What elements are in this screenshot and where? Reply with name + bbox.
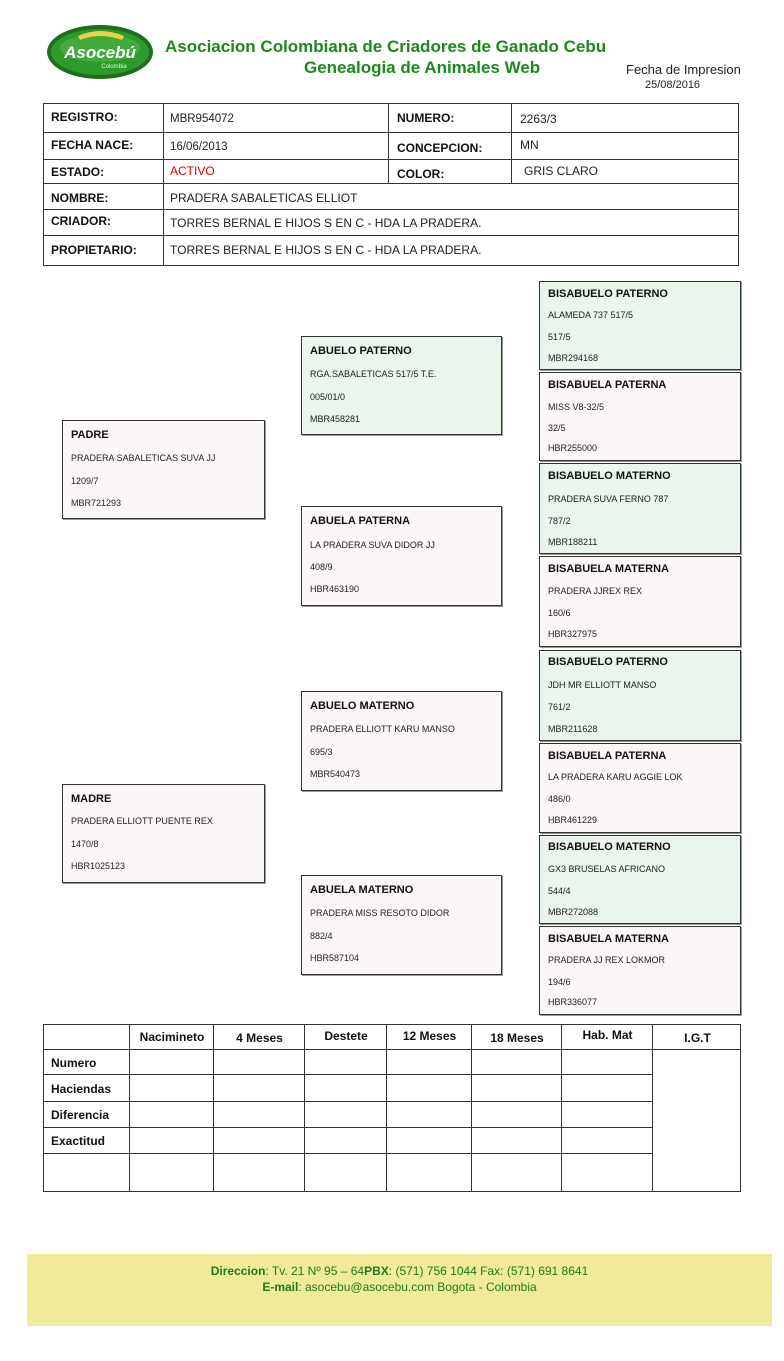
bis8-number: 194/6 bbox=[548, 977, 571, 987]
pbx-label: PBX bbox=[364, 1264, 389, 1278]
fecha-nace-value: 16/06/2013 bbox=[170, 141, 228, 153]
abuela-paterna-title: ABUELA PATERNA bbox=[310, 515, 411, 527]
pedigree-abuela-paterna bbox=[301, 506, 502, 606]
abuelo-materno-title: ABUELO MATERNO bbox=[310, 700, 415, 712]
propietario-label: PROPIETARIO: bbox=[51, 243, 137, 257]
grid-lines bbox=[43, 1024, 741, 1192]
asocebu-logo bbox=[46, 24, 154, 80]
abuela-paterna-name: LA PRADERA SUVA DIDOR JJ bbox=[310, 540, 435, 550]
bis2-title: BISABUELA PATERNA bbox=[548, 379, 667, 391]
address-label: Direccion bbox=[210, 1264, 266, 1278]
col-header-hab-mat: Hab. Mat bbox=[582, 1028, 633, 1042]
bis2-reg: HBR255000 bbox=[548, 443, 598, 453]
abuela-materna-reg: HBR587104 bbox=[310, 953, 360, 963]
bis5-name: JDH MR ELLIOTT MANSO bbox=[548, 680, 657, 690]
pedigree-bisabuelo-7 bbox=[539, 835, 741, 924]
logo-subtext: Colombia bbox=[101, 64, 127, 70]
col-header-4-meses: 4 Meses bbox=[236, 1031, 283, 1045]
bis7-title: BISABUELO MATERNO bbox=[548, 841, 671, 853]
bis6-reg: HBR461229 bbox=[548, 815, 598, 825]
numero-value: 2263/3 bbox=[520, 112, 557, 126]
bis7-number: 544/4 bbox=[548, 886, 571, 896]
page-title: Asociacion Colombiana de Criadores de Ganado Cebu bbox=[165, 37, 607, 56]
madre-title: MADRE bbox=[71, 793, 112, 805]
pedigree-bisabuelo-3 bbox=[539, 463, 741, 554]
padre-reg: MBR721293 bbox=[71, 498, 122, 508]
bis3-name: PRADERA SUVA FERNO 787 bbox=[548, 494, 669, 504]
criador-value: TORRES BERNAL E HIJOS S EN C - HDA LA PRADERA. bbox=[170, 216, 482, 230]
print-date: 25/08/2016 bbox=[645, 79, 701, 91]
email-label: E-mail bbox=[262, 1280, 299, 1294]
abuela-paterna-number: 408/9 bbox=[310, 562, 333, 572]
print-date-label: Fecha de Impresion bbox=[626, 62, 741, 77]
bis1-number: 517/5 bbox=[548, 332, 571, 342]
col-header-18-meses: 18 Meses bbox=[490, 1031, 544, 1045]
abuelo-materno-reg: MBR540473 bbox=[310, 769, 361, 779]
registro-value: MBR954072 bbox=[170, 113, 234, 125]
abuela-materna-name: PRADERA MISS RESOTO DIDOR bbox=[310, 908, 450, 918]
pedigree-bisabuela-6 bbox=[539, 743, 741, 833]
bis8-name: PRADERA JJ REX LOKMOR bbox=[548, 955, 666, 965]
bis5-reg: MBR211628 bbox=[548, 724, 598, 734]
col-header-12-meses: 12 Meses bbox=[402, 1029, 457, 1043]
madre-reg: HBR1025123 bbox=[71, 861, 126, 871]
bis3-number: 787/2 bbox=[548, 516, 571, 526]
bis7-reg: MBR272088 bbox=[548, 907, 599, 917]
madre-number: 1470/8 bbox=[71, 839, 99, 849]
padre-number: 1209/7 bbox=[71, 476, 99, 486]
color-value: GRIS CLARO bbox=[524, 164, 599, 178]
bis6-title: BISABUELA PATERNA bbox=[548, 750, 667, 762]
pedigree-abuela-materna bbox=[301, 875, 502, 975]
pedigree-bisabuela-4 bbox=[539, 556, 741, 647]
bis1-title: BISABUELO PATERNO bbox=[548, 288, 668, 300]
page-subtitle: Genealogia de Animales Web bbox=[304, 58, 541, 77]
row-label-numero: Numero bbox=[51, 1056, 97, 1070]
bis5-title: BISABUELO PATERNO bbox=[548, 656, 668, 668]
numero-label: NUMERO: bbox=[397, 111, 455, 125]
bis2-number: 32/5 bbox=[548, 423, 566, 433]
abuelo-materno-number: 695/3 bbox=[310, 747, 333, 757]
estado-label: ESTADO: bbox=[51, 165, 105, 179]
abuela-paterna-reg: HBR463190 bbox=[310, 584, 360, 594]
pbx-value: : (571) 756 1044 Fax: (571) 691 8641 bbox=[388, 1264, 589, 1278]
nombre-value: PRADERA SABALETICAS ELLIOT bbox=[170, 191, 358, 205]
estado-value: ACTIVO bbox=[170, 164, 215, 178]
bis3-title: BISABUELO MATERNO bbox=[548, 470, 671, 482]
pedigree-abuelo-materno bbox=[301, 691, 502, 791]
bis6-number: 486/0 bbox=[548, 794, 571, 804]
bis3-reg: MBR188211 bbox=[548, 537, 598, 547]
madre-name: PRADERA ELLIOTT PUENTE REX bbox=[71, 816, 213, 826]
pedigree-bisabuelo-1 bbox=[539, 281, 741, 370]
concepcion-label: CONCEPCION: bbox=[397, 141, 483, 155]
pedigree-bisabuelo-5 bbox=[539, 650, 741, 741]
abuelo-paterno-reg: MBR458281 bbox=[310, 414, 361, 424]
row-label-haciendas: Haciendas bbox=[51, 1082, 112, 1096]
pedigree-abuelo-paterno bbox=[301, 336, 502, 435]
bis4-reg: HBR327975 bbox=[548, 629, 598, 639]
bis4-title: BISABUELA MATERNA bbox=[548, 563, 669, 575]
bis7-name: GX3 BRUSELAS AFRICANO bbox=[548, 864, 666, 874]
bis8-title: BISABUELA MATERNA bbox=[548, 933, 669, 945]
col-header-igt: I.G.T bbox=[684, 1031, 711, 1045]
bis8-reg: HBR336077 bbox=[548, 997, 598, 1007]
evaluation-grid bbox=[43, 1024, 741, 1192]
row-label-diferencia: Diferencia bbox=[51, 1108, 110, 1122]
animal-info-table bbox=[43, 103, 739, 266]
abuelo-paterno-title: ABUELO PATERNO bbox=[310, 345, 412, 357]
logo-text: Asocebú bbox=[64, 43, 136, 62]
bis6-name: LA PRADERA KARU AGGIE LOK bbox=[548, 772, 683, 782]
col-header-nacimiento: Nacimineto bbox=[139, 1030, 205, 1044]
padre-name: PRADERA SABALETICAS SUVA JJ bbox=[71, 453, 216, 463]
pedigree-bisabuela-2 bbox=[539, 372, 741, 461]
bis1-reg: MBR294168 bbox=[548, 353, 599, 363]
col-header-destete: Destete bbox=[324, 1029, 368, 1043]
email-value: : asocebu@asocebu.com Bogota - Colombia bbox=[298, 1280, 537, 1294]
row-label-exactitud: Exactitud bbox=[51, 1134, 106, 1148]
registro-label: REGISTRO: bbox=[51, 110, 118, 124]
bis4-number: 160/6 bbox=[548, 608, 571, 618]
bis1-name: ALAMEDA 737 517/5 bbox=[548, 310, 634, 320]
nombre-label: NOMBRE: bbox=[51, 191, 109, 205]
abuelo-paterno-name: RGA.SABALETICAS 517/5 T.E. bbox=[310, 369, 437, 379]
address-value: : Tv. 21 Nº 95 – 64 bbox=[265, 1264, 365, 1278]
abuela-materna-title: ABUELA MATERNO bbox=[310, 884, 414, 896]
footer bbox=[27, 1254, 772, 1326]
bis2-name: MISS V8-32/5 bbox=[548, 402, 605, 412]
propietario-value: TORRES BERNAL E HIJOS S EN C - HDA LA PRADERA. bbox=[170, 243, 482, 257]
bis5-number: 761/2 bbox=[548, 702, 571, 712]
abuela-materna-number: 882/4 bbox=[310, 931, 333, 941]
fecha-nace-label: FECHA NACE: bbox=[51, 138, 134, 152]
abuelo-paterno-number: 005/01/0 bbox=[310, 392, 346, 402]
criador-label: CRIADOR: bbox=[51, 214, 111, 228]
bis4-name: PRADERA JJREX REX bbox=[548, 586, 643, 596]
abuelo-materno-name: PRADERA ELLIOTT KARU MANSO bbox=[310, 724, 455, 734]
pedigree-bisabuela-8 bbox=[539, 926, 741, 1015]
color-label: COLOR: bbox=[397, 167, 445, 181]
pedigree-padre bbox=[62, 420, 265, 519]
pedigree-madre bbox=[62, 784, 265, 883]
footer-address-line bbox=[27, 1264, 772, 1278]
concepcion-value: MN bbox=[520, 138, 539, 152]
footer-email-line bbox=[27, 1280, 772, 1294]
padre-title: PADRE bbox=[71, 429, 109, 441]
